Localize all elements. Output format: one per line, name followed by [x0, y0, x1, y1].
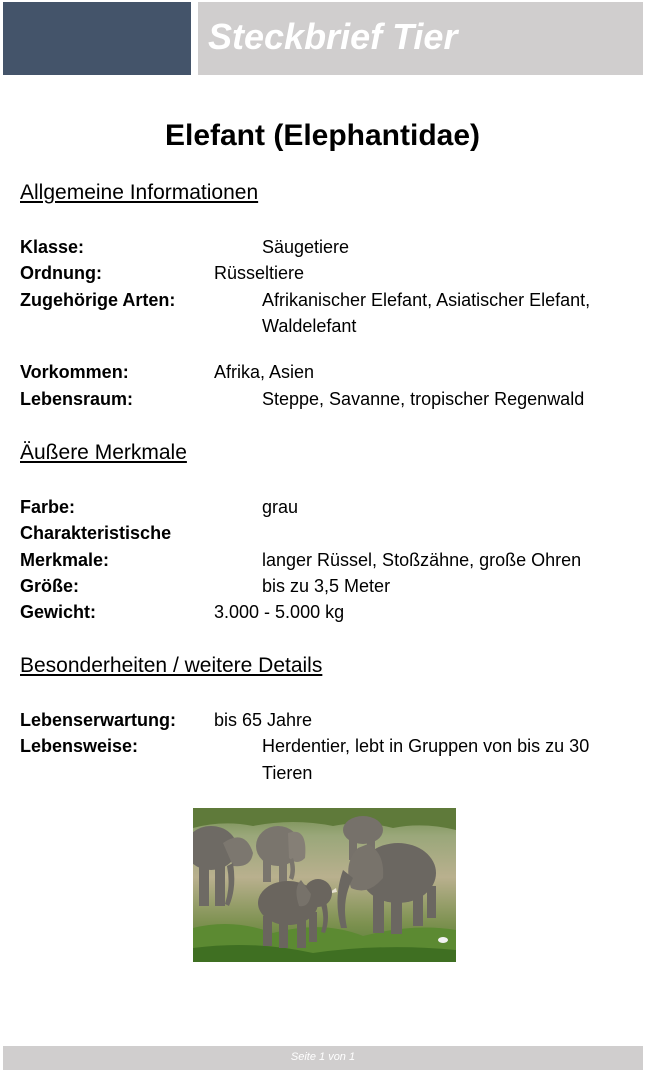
row-value: Afrika, Asien	[214, 362, 315, 382]
row-label: Ordnung:	[20, 263, 102, 283]
section-heading-allgemein: Allgemeine Informationen	[20, 181, 259, 204]
row-value: 3.000 - 5.000 kg	[214, 602, 345, 622]
row-label: Zugehörige Arten:	[20, 290, 176, 310]
row-value: Afrikanischer Elefant, Asiatischer Elefant,	[262, 290, 591, 310]
row-label: Farbe:	[20, 497, 76, 517]
row-label: Vorkommen:	[20, 362, 129, 382]
row-value: bis zu 3,5 Meter	[262, 576, 391, 596]
row-label: Charakteristische	[20, 523, 172, 543]
row-value-continuation: Waldelefant	[262, 316, 357, 336]
row-label: Klasse:	[20, 237, 85, 257]
row-value: Rüsseltiere	[214, 263, 305, 283]
section-heading-details: Besonderheiten / weitere Details	[20, 654, 323, 677]
row-value: Steppe, Savanne, tropischer Regenwald	[262, 389, 585, 409]
row-value: bis 65 Jahre	[214, 710, 313, 730]
footer-bar	[3, 1046, 643, 1070]
row-value: grau	[262, 497, 299, 517]
row-label: Gewicht:	[20, 602, 97, 622]
row-value: Herdentier, lebt in Gruppen von bis zu 30	[262, 736, 590, 756]
header-accent-block	[3, 2, 191, 75]
row-label: Lebensraum:	[20, 389, 134, 409]
row-value-continuation: Tieren	[262, 763, 313, 783]
page-title: Elefant (Elephantidae)	[164, 119, 481, 152]
row-value: Säugetiere	[262, 237, 350, 257]
row-value: langer Rüssel, Stoßzähne, große Ohren	[262, 550, 582, 570]
section-heading-merkmale: Äußere Merkmale	[20, 441, 187, 464]
elephant-photo	[193, 808, 456, 962]
header-title: Steckbrief Tier	[208, 16, 458, 57]
row-label: Lebensweise:	[20, 736, 139, 756]
row-label: Lebenserwartung:	[20, 710, 177, 730]
row-label-continuation: Merkmale:	[20, 550, 110, 570]
header-bar	[198, 2, 643, 75]
page-number: Seite 1 von 1	[290, 1051, 356, 1063]
row-label: Größe:	[20, 576, 80, 596]
